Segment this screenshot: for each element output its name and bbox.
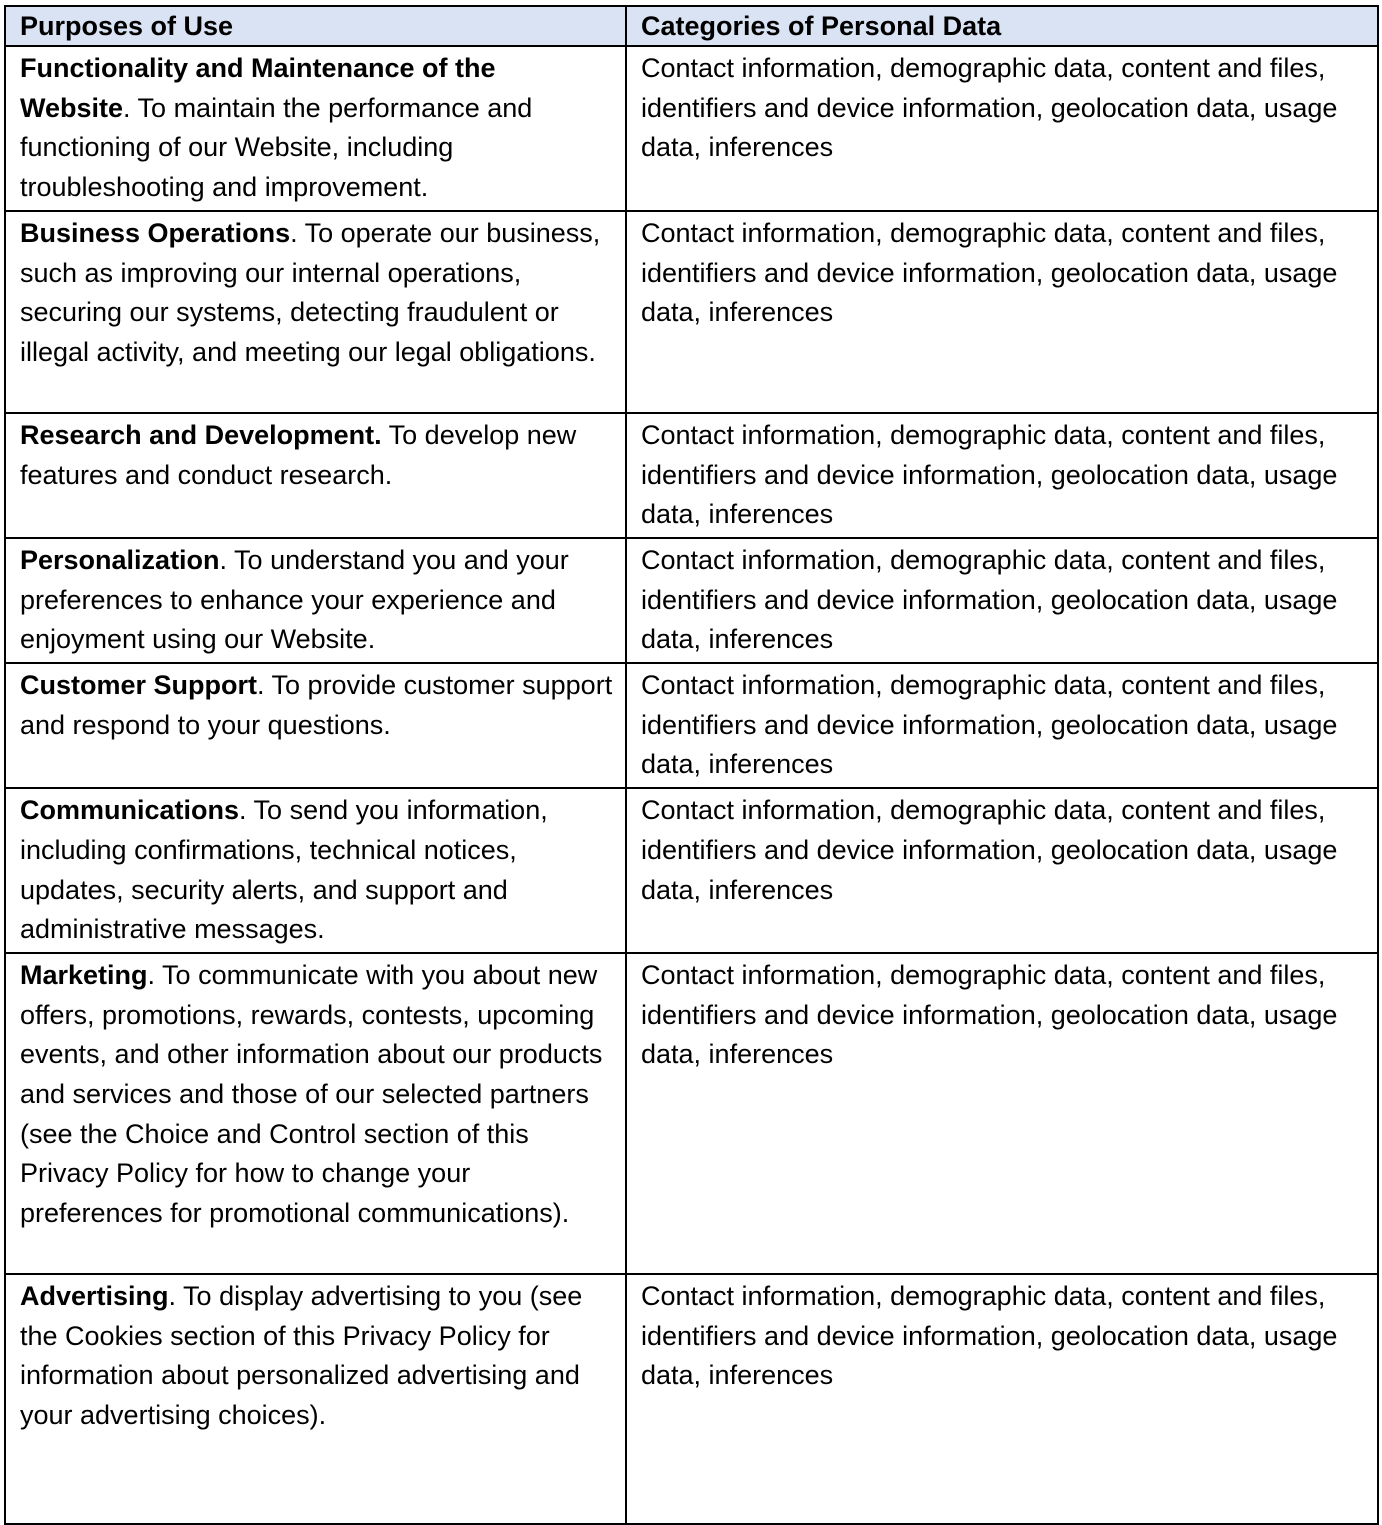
table-row [5, 1274, 1378, 1524]
header-categories-of-personal-data: Categories of Personal Data [626, 6, 1378, 46]
categories-cell: Contact information, demographic data, content and files, identifiers and device information, geolocation data, usage data, inferences [626, 1274, 1378, 1524]
categories-cell: Contact information, demographic data, content and files, identifiers and device information, geolocation data, usage data, inferences [626, 211, 1378, 413]
purpose-title: Business Operations [20, 217, 291, 248]
purpose-cell [5, 1274, 626, 1524]
purpose-description: . To operate our business, such as improving our internal operations, securing our systems, detecting fraudulent or illegal activity, and meeting our legal obligations. [20, 217, 601, 367]
purpose-title: Communications [20, 795, 240, 826]
purpose-cell [5, 413, 626, 538]
purpose-description: . To communicate with you about new offers, promotions, rewards, contests, upcoming events, and other information about our products and services and those of our selected partners (see the Choice and Control section of this Privacy Policy for how to change your preferences for promotional communications). [20, 959, 603, 1229]
table-row [5, 211, 1378, 413]
purpose-title: Customer Support [20, 670, 258, 701]
purpose-description: . To display advertising to you (see the Cookies section of this Privacy Policy for information about personalized advertising and your advertising choices). [20, 1280, 583, 1431]
purpose-cell [5, 211, 626, 413]
categories-cell: Contact information, demographic data, content and files, identifiers and device information, geolocation data, usage data, inferences [626, 413, 1378, 538]
purpose-cell [5, 663, 626, 788]
purpose-title: Advertising [20, 1280, 169, 1311]
purpose-title: Functionality and Maintenance of the Website [20, 53, 496, 123]
table-header-row [5, 6, 1378, 46]
purpose-description: . To send you information, including confirmations, technical notices, updates, security alerts, and support and administrative messages. [20, 795, 548, 945]
header-purposes-of-use: Purposes of Use [5, 6, 626, 46]
purpose-title: Marketing [20, 959, 148, 990]
purposes-of-use-table [4, 5, 1379, 1525]
table-row [5, 663, 1378, 788]
purpose-description: To develop new features and conduct research. [20, 419, 577, 490]
purpose-cell [5, 538, 626, 663]
categories-cell: Contact information, demographic data, content and files, identifiers and device information, geolocation data, usage data, inferences [626, 46, 1378, 211]
purpose-description: . To maintain the performance and functioning of our Website, including troubleshooting and improvement. [20, 92, 533, 203]
categories-cell: Contact information, demographic data, content and files, identifiers and device information, geolocation data, usage data, inferences [626, 663, 1378, 788]
purpose-cell [5, 953, 626, 1274]
table-row [5, 953, 1378, 1274]
categories-cell: Contact information, demographic data, content and files, identifiers and device information, geolocation data, usage data, inferences [626, 538, 1378, 663]
purpose-description: . To provide customer support and respond to your questions. [20, 670, 613, 740]
table-row [5, 46, 1378, 211]
table-row [5, 538, 1378, 663]
purpose-cell [5, 788, 626, 953]
purpose-cell [5, 46, 626, 211]
categories-cell: Contact information, demographic data, content and files, identifiers and device information, geolocation data, usage data, inferences [626, 953, 1378, 1274]
purpose-title: Personalization [20, 544, 220, 575]
table-row [5, 413, 1378, 538]
table-row [5, 788, 1378, 953]
categories-cell: Contact information, demographic data, content and files, identifiers and device information, geolocation data, usage data, inferences [626, 788, 1378, 953]
purpose-description: . To understand you and your preferences to enhance your experience and enjoyment using our Website. [20, 544, 569, 655]
purposes-table-container [4, 5, 1377, 1499]
purpose-title: Research and Development. [20, 419, 382, 450]
